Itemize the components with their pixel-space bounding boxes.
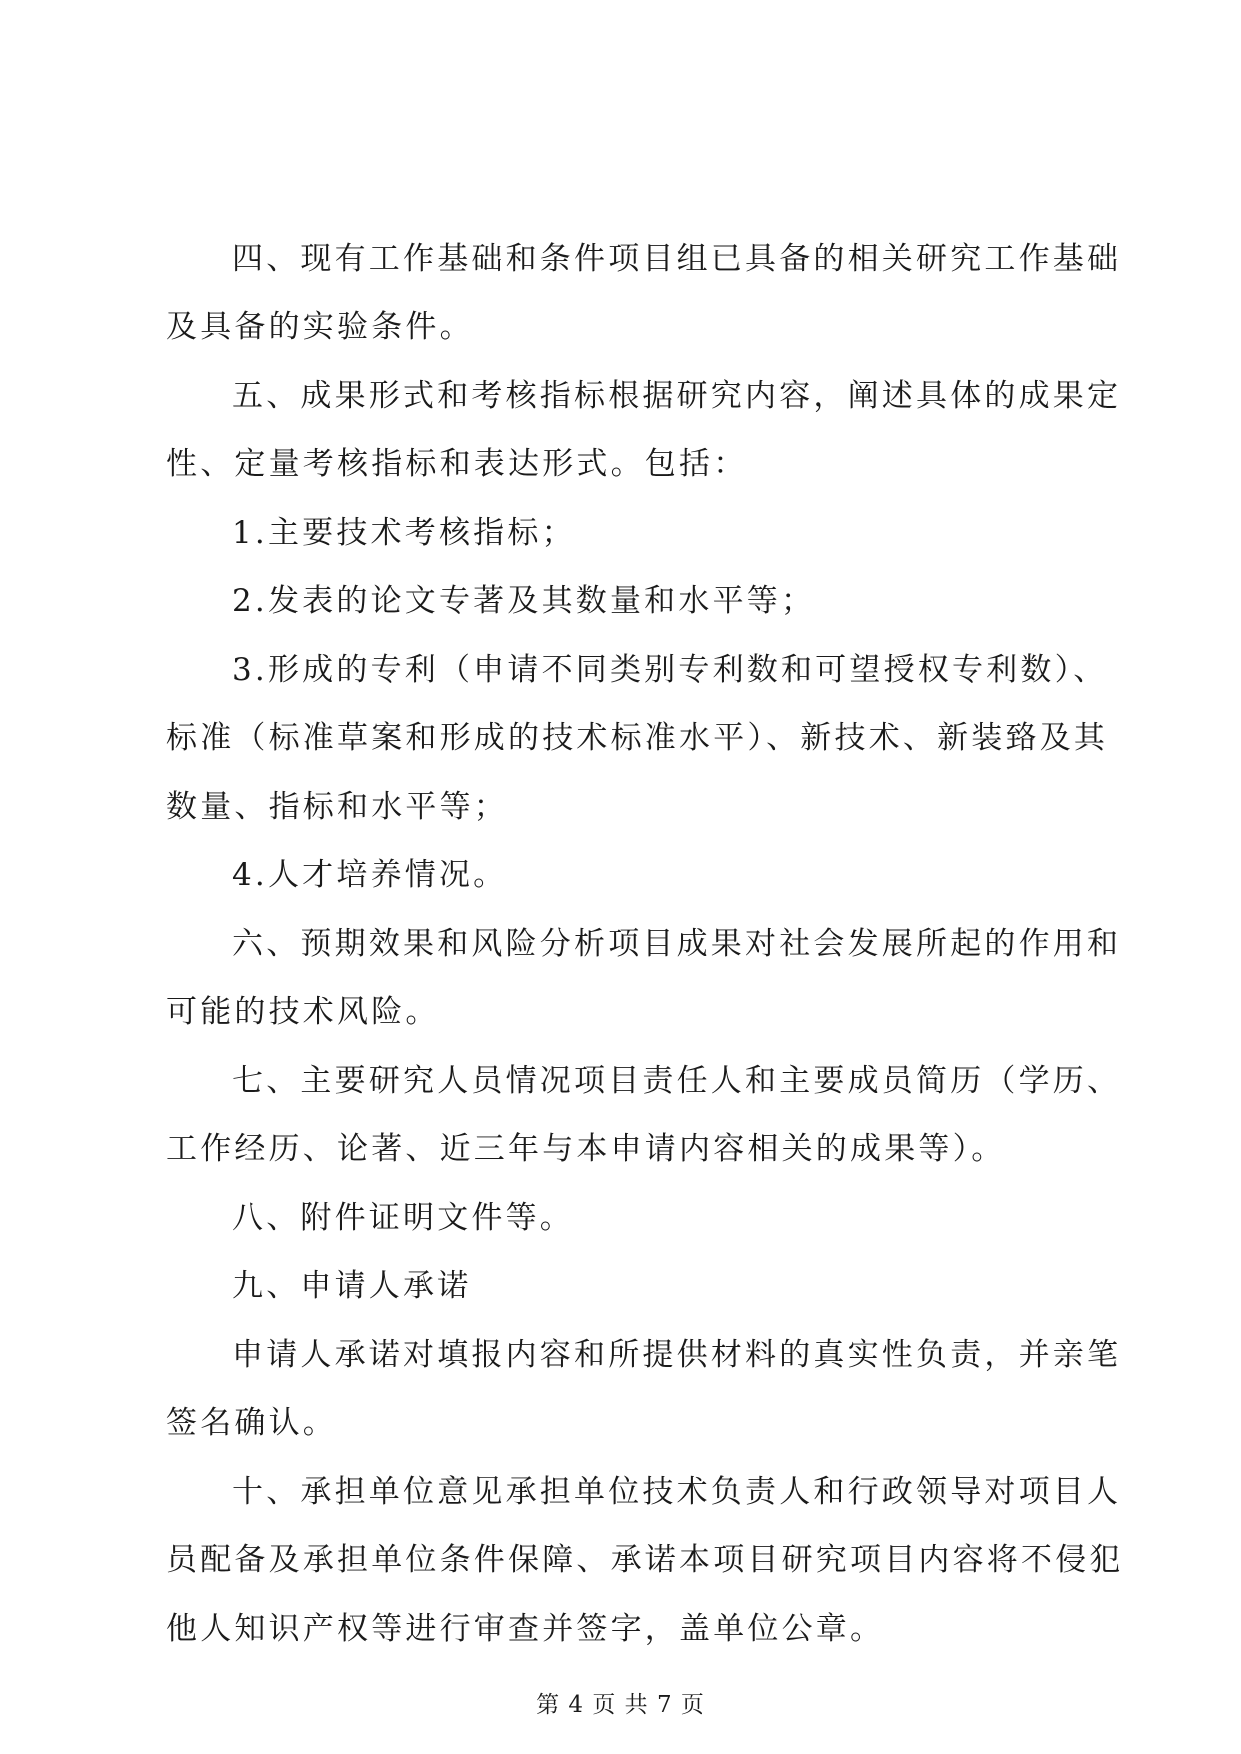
paragraph-line: 及具备的实验条件。: [166, 309, 474, 345]
paragraph-line: 申请人承诺对填报内容和所提供材料的真实性负责，并亲笔: [232, 1337, 1122, 1373]
paragraph-line: 员配备及承担单位条件保障、承诺本项目研究项目内容将不侵犯: [166, 1542, 1124, 1578]
paragraph-line: 工作经历、论著、近三年与本申请内容相关的成果等）。: [166, 1131, 1006, 1167]
paragraph-line: 他人知识产权等进行审查并签字，盖单位公章。: [166, 1611, 885, 1647]
paragraph-line: 标准（标准草案和形成的技术标准水平）、新技术、新装臵及其: [166, 720, 1109, 756]
paragraph-line: 五、成果形式和考核指标根据研究内容，阐述具体的成果定: [232, 378, 1122, 414]
paragraph-line: 4.人才培养情况。: [232, 857, 508, 893]
paragraph-line: 3.形成的专利（申请不同类别专利数和可望授权专利数）、: [232, 652, 1108, 688]
paragraph-line: 九、申请人承诺: [232, 1268, 472, 1304]
paragraph-line: 2.发表的论文专著及其数量和水平等；: [232, 583, 816, 619]
paragraph-line: 签名确认。: [166, 1405, 337, 1441]
paragraph-line: 八、附件证明文件等。: [232, 1200, 574, 1236]
paragraph-line: 六、预期效果和风险分析项目成果对社会发展所起的作用和: [232, 926, 1122, 962]
paragraph-line: 可能的技术风险。: [166, 994, 440, 1030]
paragraph-line: 四、现有工作基础和条件项目组已具备的相关研究工作基础: [232, 241, 1122, 277]
paragraph-line: 性、定量考核指标和表达形式。包括：: [166, 446, 748, 482]
paragraph-line: 十、承担单位意见承担单位技术负责人和行政领导对项目人: [232, 1474, 1122, 1510]
page-footer: 第 4 页 共 7 页: [536, 1692, 705, 1718]
paragraph-line: 数量、指标和水平等；: [166, 789, 508, 825]
paragraph-line: 1.主要技术考核指标；: [232, 515, 576, 551]
paragraph-line: 七、主要研究人员情况项目责任人和主要成员简历（学历、: [232, 1063, 1122, 1099]
